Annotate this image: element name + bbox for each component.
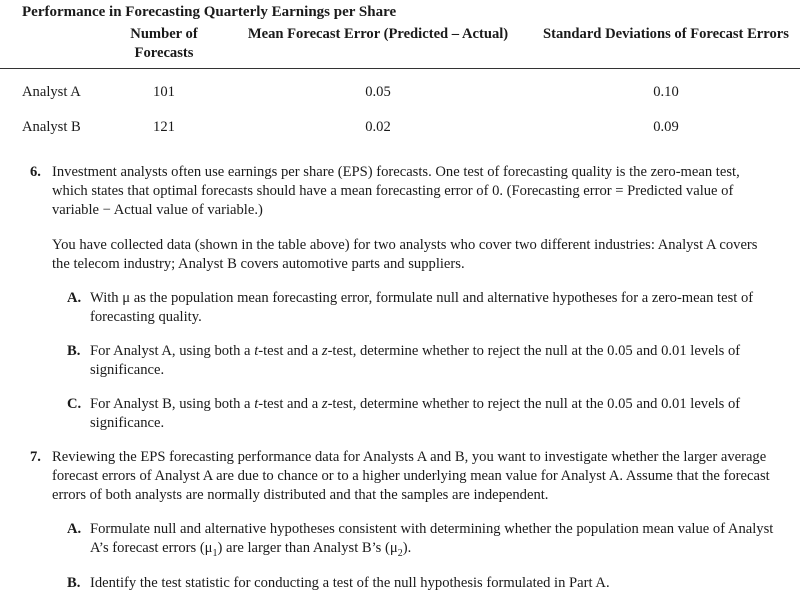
part-text (90, 395, 778, 433)
t-symbol: t (254, 396, 259, 412)
part-text: Identify the test statistic for conducting a test of the null hypothesis formulated in Part A. (90, 575, 610, 591)
cell-mean-forecast-error: 0.02 (365, 118, 391, 135)
question-6-context: You have collected data (shown in the table above) for two analysts who cover two different industries: Analyst A covers the telecom industry; Analyst B covers automotive parts and suppliers. (52, 237, 758, 272)
part-text-mid: -test and a (258, 396, 322, 412)
part-label: B. (67, 343, 81, 359)
table-row (0, 69, 800, 116)
header-mean-forecast-error: Mean Forecast Error (Predicted – Actual) (224, 22, 532, 69)
cell-std-dev: 0.09 (653, 118, 679, 135)
question-6-part-b (0, 342, 800, 380)
part-text-post: -test, determine whether to reject the null at the 0.05 and 0.01 levels of significance. (90, 396, 741, 431)
question-6-part-a (0, 289, 800, 327)
question-7-text: Reviewing the EPS forecasting performance data for Analysts A and B, you want to investigate whether the larger average forecast errors of Analyst A are due to chance or to a higher underlying mean value for Analyst A. Assume that the forecast errors of both analysts are normally distributed and that the samples are independent. (52, 449, 770, 503)
part-text-mid: ) are larger than Analyst B’s (μ (217, 540, 398, 556)
header-blank (0, 22, 104, 69)
t-symbol: t (254, 343, 259, 359)
part-label: C. (67, 396, 82, 412)
table-row (0, 115, 800, 139)
header-std-dev-forecast-errors: Standard Deviations of Forecast Errors (532, 22, 800, 69)
cell-mean-forecast-error: 0.05 (365, 83, 391, 100)
part-text: With μ as the population mean forecasting error, formulate null and alternative hypotheses for a zero-mean test of forecasting quality. (90, 290, 754, 325)
question-number: 7. (30, 449, 41, 465)
header-number-of-forecasts: Number of Forecasts (104, 22, 224, 69)
part-text-post: ). (402, 540, 412, 556)
part-text (90, 520, 778, 558)
question-7-part-b (0, 574, 800, 593)
question-6 (0, 163, 800, 274)
table-header-row (0, 22, 800, 69)
question-7-part-a (0, 520, 800, 558)
cell-std-dev: 0.10 (653, 83, 679, 100)
question-7 (0, 448, 800, 505)
cell-number-of-forecasts: 121 (153, 118, 175, 135)
part-text (90, 342, 778, 380)
part-text-mid: -test and a (258, 343, 322, 359)
z-symbol: z (321, 396, 328, 412)
question-6-part-c (0, 395, 800, 433)
cell-number-of-forecasts: 101 (153, 83, 175, 100)
part-text-pre: Formulate null and alternative hypotheses consistent with determining whether the population mean value of Analyst A’s forecast errors (μ (90, 521, 774, 556)
part-label: A. (67, 290, 82, 306)
part-text-pre: For Analyst B, using both a (90, 396, 255, 412)
part-label: B. (67, 575, 81, 591)
z-symbol: z (321, 343, 328, 359)
question-6-intro: Investment analysts often use earnings per share (EPS) forecasts. One test of forecasting quality is the zero-mean test, which states that optimal forecasts should have a mean forecasting error of 0. (Forecasting error = Predicted value of variable − Actual value of variable.) (52, 164, 740, 218)
questions (0, 163, 800, 593)
part-text-post: -test, determine whether to reject the null at the 0.05 and 0.01 levels of significance. (90, 343, 741, 378)
row-label: Analyst A (22, 83, 81, 100)
table-title: Performance in Forecasting Quarterly Earnings per Share (22, 4, 397, 20)
question-number: 6. (30, 164, 41, 180)
mu-subscript-1: 1 (212, 547, 218, 559)
row-label: Analyst B (22, 118, 81, 135)
mu-subscript-2: 2 (397, 547, 403, 559)
performance-table (0, 22, 800, 139)
part-label: A. (67, 521, 82, 537)
part-text-pre: For Analyst A, using both a (90, 343, 255, 359)
